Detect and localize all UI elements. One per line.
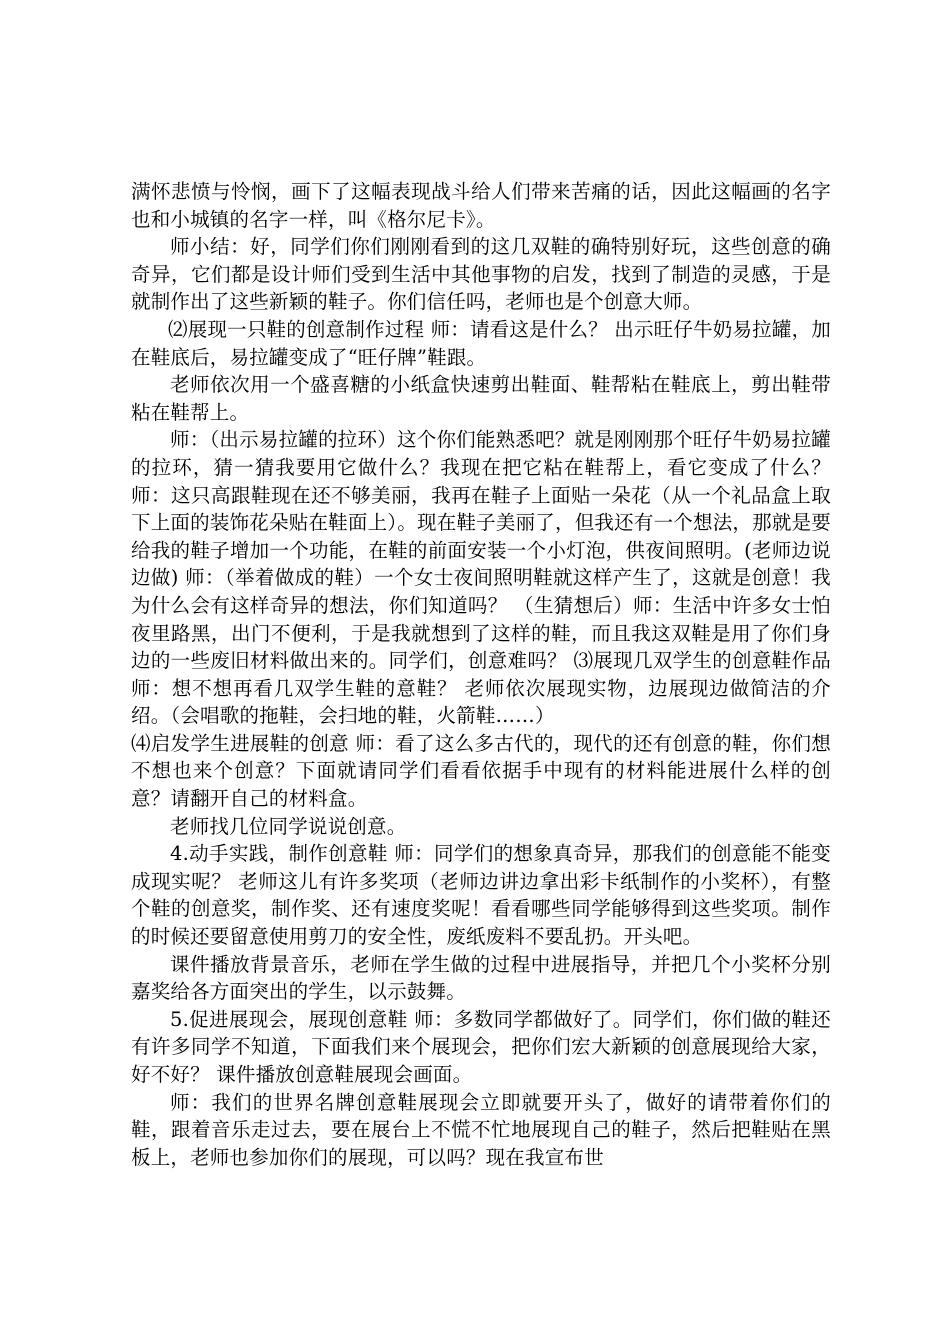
paragraph-3: ⑵展现一只鞋的创意制作过程 师：请看这是什么？ 出示旺仔牛奶易拉罐，加在鞋底后，易拉罐变成了“旺仔牌”鞋跟。 [131,317,831,369]
paragraph-2: 师小结：好，同学们你们刚刚看到的这几双鞋的确特别好玩，这些创意的确奇异，它们都是设计师们受到生活中其他事物的启发，找到了制造的灵感，于是就制作出了这些新颖的鞋子。你们信任吗，老师也是个创意大师。 [131,235,831,314]
paragraph-5: 师：（出示易拉罐的拉环）这个你们能熟悉吧？就是刚刚那个旺仔牛奶易拉罐的拉环，猜一猜我要用它做什么？我现在把它粘在鞋帮上，看它变成了什么？ 师：这只高跟鞋现在还不够美丽，我再在鞋子上面贴一朵花（从一个礼品盒上取下上面的装饰花朵贴在鞋面上）。现在鞋子美丽了，但我还有一个想法，那就是要给我的鞋子增加一个功能，在鞋的前面安装一个小灯泡，供夜间照明。(老师边说边做) 师：（举着做成的鞋）一个女士夜间照明鞋就这样产生了，这就是创意！我为什么会有这样奇异的想法，你们知道吗？ （生猜想后）师：生活中许多女士怕夜里路黑，出门不便利，于是我就想到了这样的鞋，而且我这双鞋是用了你们身边的一些废旧材料做出来的。同学们，创意难吗？ ⑶展现几双学生的创意鞋作品 师：想不想再看几双学生鞋的意鞋？ 老师依次展现实物，边展现边做简洁的介绍。（会唱歌的拖鞋，会扫地的鞋，火箭鞋……） [131,428,831,728]
paragraph-7: 老师找几位同学说说创意。 [170,814,407,838]
body-text [131,178,831,1171]
paragraph-1: 满怀悲愤与怜悯，画下了这幅表现战斗给人们带来苦痛的话，因此这幅画的名字也和小城镇的名字一样，叫《格尔尼卡》。 [131,180,831,231]
paragraph-4: 老师依次用一个盛喜糖的小纸盒快速剪出鞋面、鞋帮粘在鞋底上，剪出鞋带粘在鞋帮上。 [131,373,831,424]
paragraph-11: 师：我们的世界名牌创意鞋展现会立即就要开头了，做好的请带着你们的鞋，跟着音乐走过去，要在展台上不慌不忙地展现自己的鞋子，然后把鞋贴在黑板上，老师也参加你们的展现，可以吗？现在我宣布世 [131,1090,831,1169]
paragraph-8: 4.动手实践，制作创意鞋 师：同学们的想象真奇异，那我们的创意能不能变成现实呢？ 老师这儿有许多奖项（老师边讲边拿出彩卡纸制作的小奖杯），有整个鞋的创意奖，制作奖、还有速度奖呢！看看哪些同学能够得到这些奖项。制作的时候还要留意使用剪刀的安全性，废纸废料不要乱扔。开头吧。 [131,842,831,949]
paragraph-6: ⑷启发学生进展鞋的创意 师：看了这么多古代的，现代的还有创意的鞋，你们想不想也来个创意？下面就请同学们看看依据手中现有的材料能进展什么样的创意？请翻开自己的材料盒。 [131,731,831,811]
paragraph-9: 课件播放背景音乐，老师在学生做的过程中进展指导，并把几个小奖杯分别嘉奖给各方面突出的学生，以示鼓舞。 [131,952,831,1004]
paragraph-10: 5.促进展现会，展现创意鞋 师：多数同学都做好了。同学们，你们做的鞋还有许多同学不知道，下面我们来个展现会，把你们宏大新颖的创意展现给大家，好不好？ 课件播放创意鞋展现会画面。 [131,1007,831,1086]
